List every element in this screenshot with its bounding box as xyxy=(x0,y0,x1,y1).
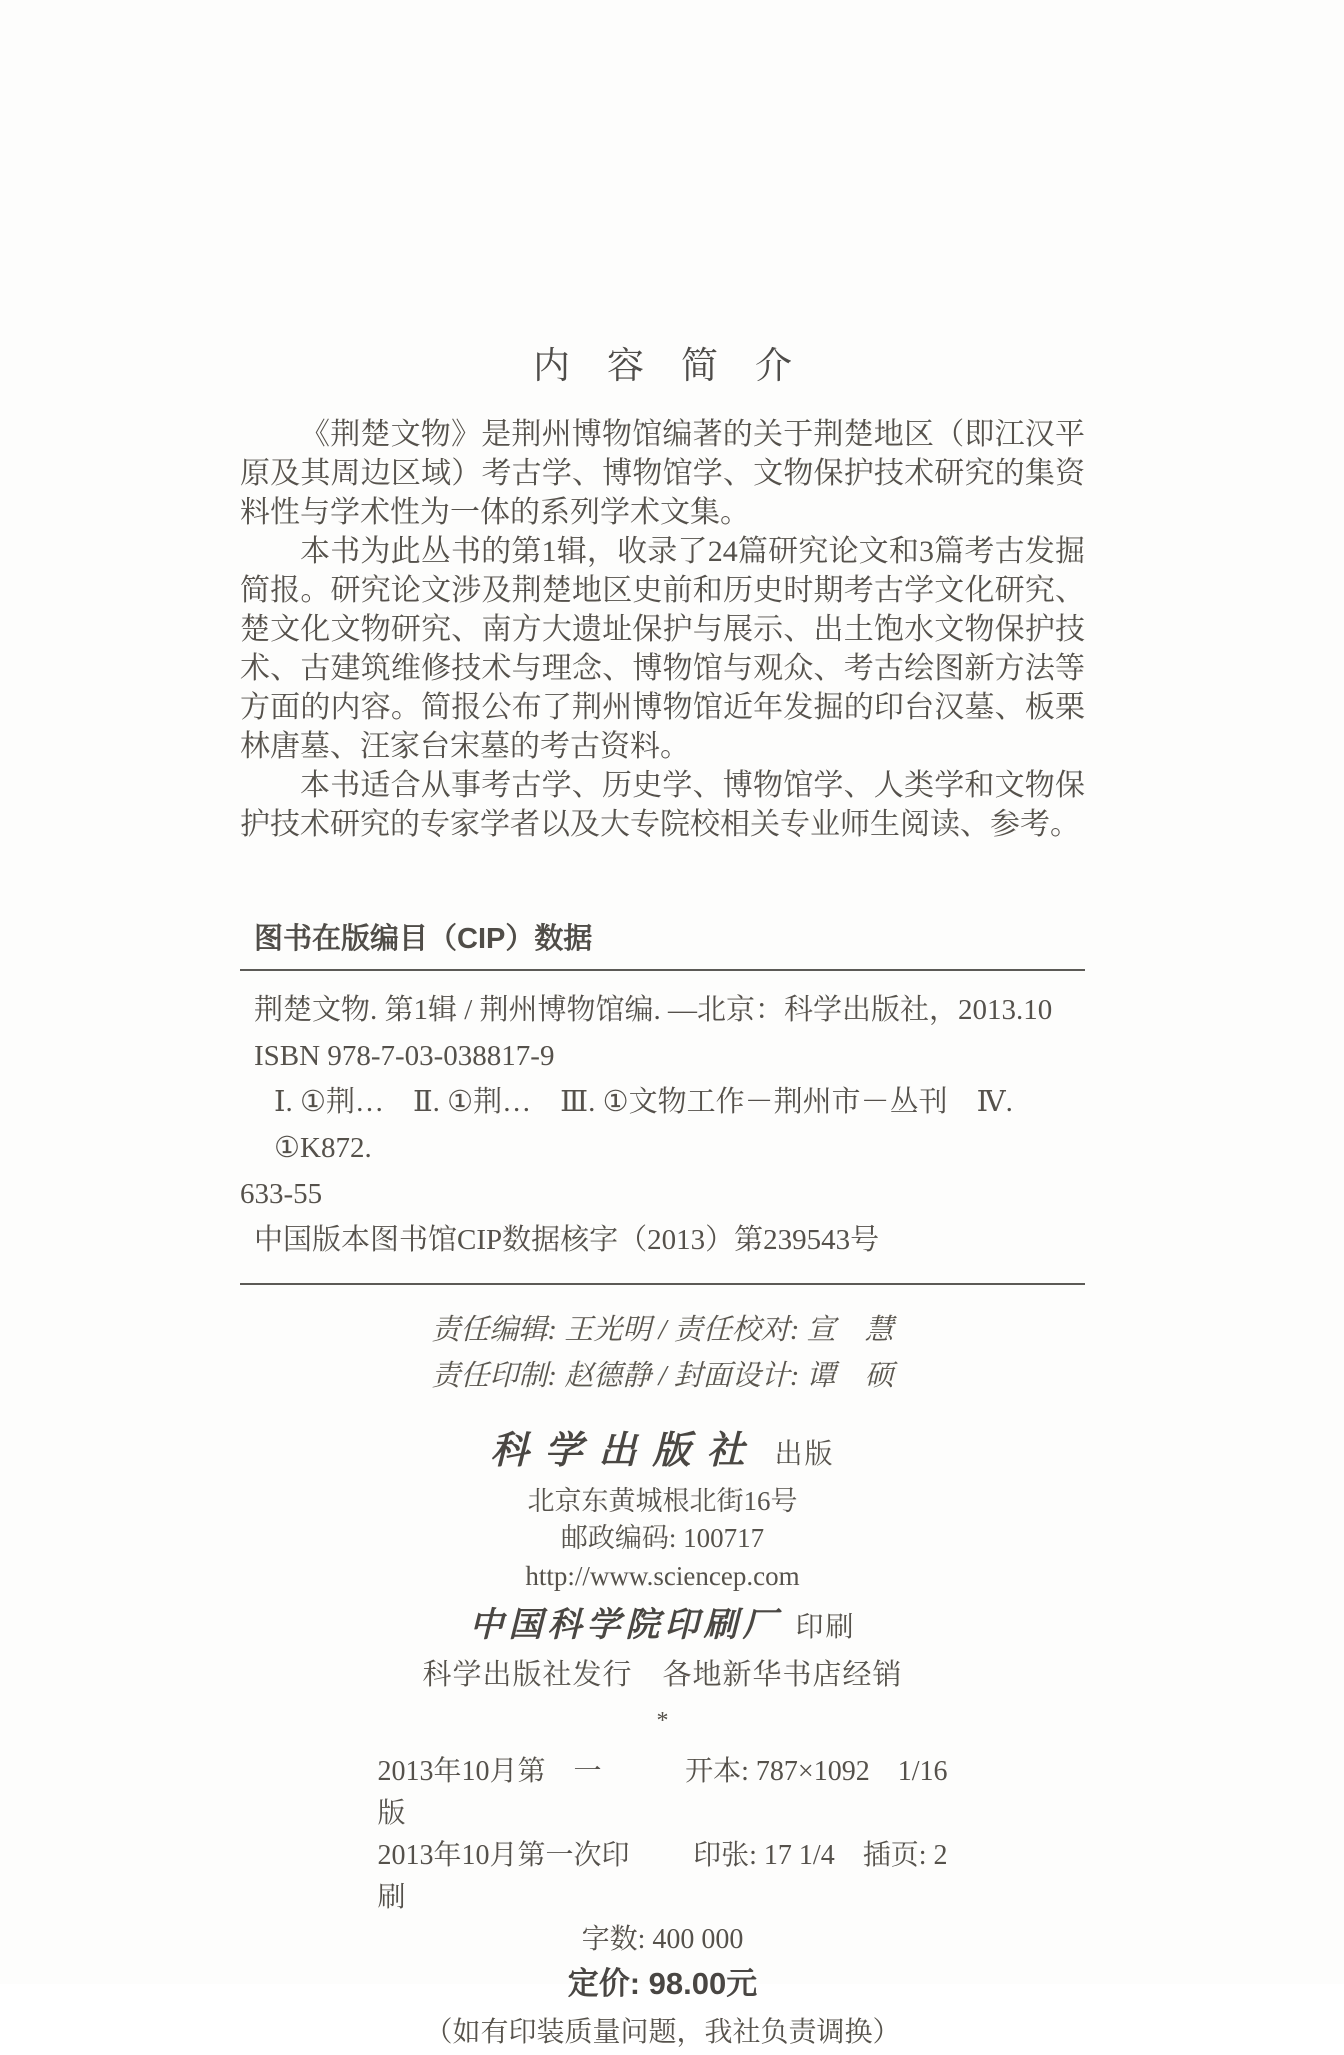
credits-line-production: 责任印制: 赵德静 / 封面设计: 谭 硕 xyxy=(431,1360,894,1392)
publisher-imprint-suffix: 出版 xyxy=(774,1439,835,1470)
cip-body xyxy=(240,971,1085,1271)
edition-row-1 xyxy=(378,1751,948,1835)
intro-paragraph-3: 本书适合从事考古学、历史学、博物馆学、人类学和文物保护技术研究的专家学者以及大专院校相关专业师生阅读、参考。 xyxy=(240,769,1085,841)
publisher-imprint-line xyxy=(240,1427,1085,1483)
publisher-logotype: 科学出版社 xyxy=(490,1430,761,1472)
cip-classification-continuation: 633-55 xyxy=(240,1178,323,1210)
intro-paragraph-1: 《荆楚文物》是荆州博物馆编著的关于荆楚地区（即江汉平原及其周边区域）考古学、博物馆学、文物保护技术研究的集资料性与学术性为一体的系列学术文集。 xyxy=(240,418,1085,529)
printer-suffix: 印刷 xyxy=(795,1612,856,1643)
edition-info xyxy=(378,1751,948,1961)
cip-bottom-rule xyxy=(240,1283,1085,1285)
publisher-postcode: 邮政编码: 100717 xyxy=(560,1523,765,1553)
publisher-website: http://www.sciencep.com xyxy=(525,1561,800,1591)
star-separator: * xyxy=(656,1708,669,1734)
printer-logotype: 中国科学院印刷厂 xyxy=(469,1607,782,1644)
quality-note: （如有印装质量问题，我社负责调换） xyxy=(424,2017,901,2048)
intro-section xyxy=(240,415,1085,844)
cip-title-line: 荆楚文物. 第1辑 / 荆州博物馆编. —北京：科学出版社，2013.10 xyxy=(254,994,1053,1026)
distribution-line: 科学出版社发行 各地新华书店经销 xyxy=(422,1659,903,1691)
printer-line xyxy=(240,1603,1085,1655)
credits-line-editors: 责任编辑: 王光明 / 责任校对: 宣 慧 xyxy=(431,1314,894,1346)
page-title: 内 容 简 介 xyxy=(533,346,792,387)
price-line: 定价: 98.00元 xyxy=(567,1966,758,2001)
cip-isbn-line: ISBN 978-7-03-038817-9 xyxy=(254,1040,555,1072)
cip-section xyxy=(240,916,1085,1285)
edition-date-line: 2013年10月第 一 版 xyxy=(377,1756,630,1829)
printing-date-line: 2013年10月第一次印刷 xyxy=(377,1840,630,1913)
credits-section xyxy=(240,1307,1085,1399)
cip-classification-line: Ⅰ. ①荆… Ⅱ. ①荆… Ⅲ. ①文物工作－荆州市－丛刊 Ⅳ. ①K872. xyxy=(274,1086,1013,1164)
format-line: 开本: 787×1092 1/16 xyxy=(685,1756,948,1787)
edition-row-2 xyxy=(378,1835,948,1919)
wordcount-line: 字数: 400 000 xyxy=(581,1924,744,1955)
intro-paragraph-2: 本书为此丛书的第1辑，收录了24篇研究论文和3篇考古发掘简报。研究论文涉及荆楚地区史前和历史时期考古学文化研究、楚文化文物研究、南方大遗址保护与展示、出土饱水文物保护技术、古建筑维修技术与理念、博物馆与观众、考古绘图新方法等方面的内容。简报公布了荆州博物馆近年发掘的印台汉墓、板栗林唐墓、汪家台宋墓的考古资料。 xyxy=(240,535,1085,763)
publisher-address: 北京东黄城根北街16号 xyxy=(527,1486,798,1516)
cip-header: 图书在版编目（CIP）数据 xyxy=(254,923,593,955)
page-content xyxy=(240,335,1085,2055)
sheets-line: 印张: 17 1/4 插页: 2 xyxy=(693,1840,948,1871)
cip-record-number-line: 中国版本图书馆CIP数据核字（2013）第239543号 xyxy=(254,1224,880,1256)
